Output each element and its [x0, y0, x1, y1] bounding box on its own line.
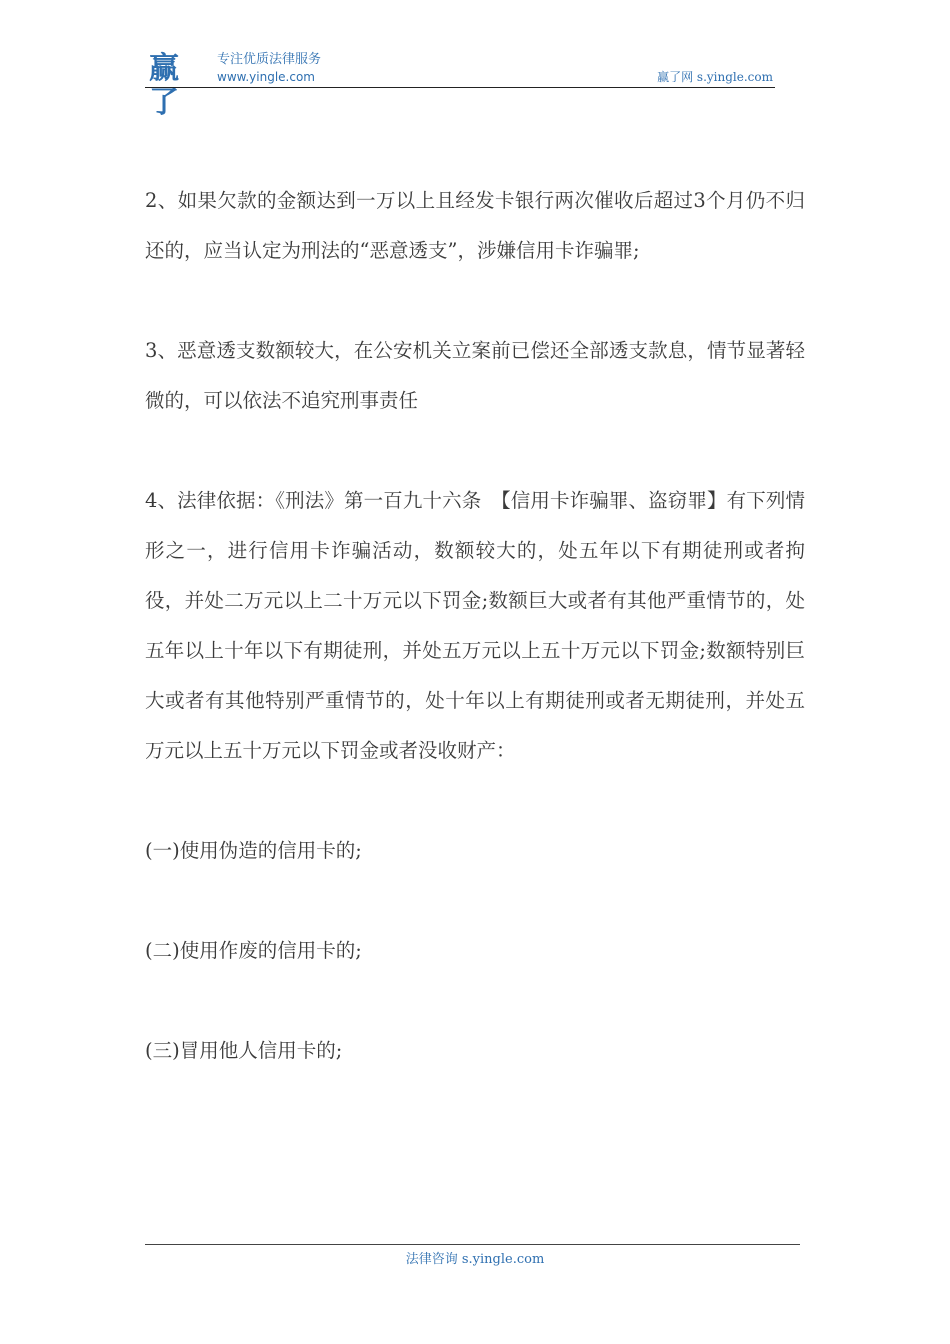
list-item-1: (一)使用伪造的信用卡的;: [145, 839, 362, 862]
document-body: [145, 176, 805, 1126]
footer-link[interactable]: 法律咨询 s.yingle.com: [405, 1252, 545, 1267]
header-divider: [145, 87, 775, 88]
paragraph-2: 2、如果欠款的金额达到一万以上且经发卡银行两次催收后超过3个月仍不归还的，应当认定为刑法的“恶意透支”，涉嫌信用卡诈骗罪;: [145, 189, 805, 262]
footer-divider: [145, 1244, 800, 1245]
logo-tagline: 专注优质法律服务: [217, 52, 322, 67]
paragraph-3: 3、恶意透支数额较大，在公安机关立案前已偿还全部透支款息，情节显著轻微的，可以依法不追究刑事责任: [145, 339, 805, 412]
list-item-2: (二)使用作废的信用卡的;: [145, 939, 362, 962]
page-header: [145, 48, 775, 120]
list-item-3: (三)冒用他人信用卡的;: [145, 1039, 343, 1062]
header-site-link[interactable]: 赢了网 s.yingle.com: [657, 70, 773, 84]
logo-mark: 赢了: [149, 51, 178, 120]
logo-url: www.yingle.com: [217, 70, 315, 84]
paragraph-4-legal-basis: 4、法律依据：《刑法》第一百九十六条 【信用卡诈骗罪、盗窃罪】有下列情形之一，进行信用卡诈骗活动，数额较大的，处五年以下有期徒刑或者拘役，并处二万元以上二十万元以下罚金;数额巨大或者有其他严重情节的，处五年以上十年以下有期徒刑，并处五万元以上五十万元以下罚金;数额特别巨大或者有其他特别严重情节的，处十年以上有期徒刑或者无期徒刑，并处五万元以上五十万元以下罚金或者没收财产：: [145, 489, 805, 762]
